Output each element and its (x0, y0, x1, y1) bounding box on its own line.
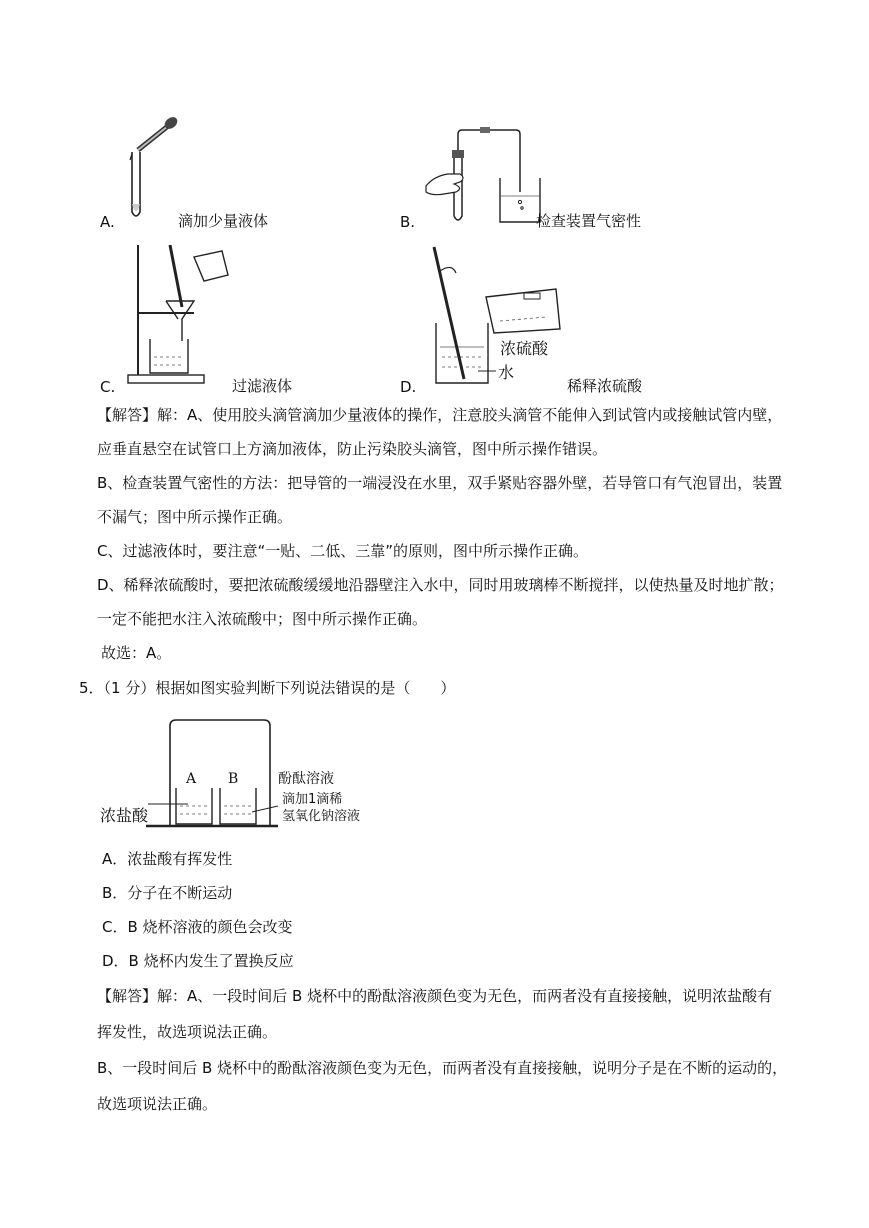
answer-q4-line: B、检查装置气密性的方法：把导管的一端浸没在水里，双手紧贴容器外壁，若导管口有气泡冒出，装置 (97, 474, 783, 492)
answer-q4-line: 【解答】解：A、使用胶头滴管滴加少量液体的操作，注意胶头滴管不能伸入到试管内或接触试管内壁， (97, 406, 783, 424)
option-d-caption: 稀释浓硫酸 (567, 377, 643, 395)
option-b-letter: B. (400, 213, 416, 231)
label-concentrated-sulfuric-acid: 浓硫酸 (500, 339, 549, 358)
question-5-option-b: B．分子在不断运动 (102, 884, 233, 902)
option-a-caption: 滴加少量液体 (178, 212, 269, 230)
question-5-option-a: A．浓盐酸有挥发性 (102, 850, 233, 868)
answer-q4-block (97, 398, 797, 670)
airtightness-figure (424, 126, 540, 226)
label-concentrated-hcl: 浓盐酸 (100, 806, 149, 825)
label-phenolphthalein: 酚酞溶液 (278, 771, 334, 787)
option-c-caption: 过滤液体 (232, 377, 293, 395)
answer-q4-line: 一定不能把水注入浓硫酸中；图中所示操作正确。 (97, 610, 428, 628)
question-5-stem: 5．（1 分）根据如图实验判断下列说法错误的是（ ） (79, 679, 456, 697)
question-5-option-c: C．B 烧杯溶液的颜色会改变 (102, 918, 293, 936)
option-c-letter: C. (100, 378, 116, 396)
answer-q4-line: 不漏气；图中所示操作正确。 (97, 508, 293, 526)
answer-q5-line: 故选项说法正确。 (97, 1095, 218, 1113)
answer-q5-line: B、一段时间后 B 烧杯中的酚酞溶液颜色变为无色，而两者没有直接接触，说明分子是在不断的运动的， (97, 1059, 788, 1077)
answer-q4-line: C、过滤液体时，要注意“一贴、二低、三靠”的原则，图中所示操作正确。 (97, 542, 589, 560)
option-d-letter: D. (400, 378, 417, 396)
label-drop-one: 滴加1滴稀 (282, 792, 343, 807)
answer-q5-line: 挥发性，故选项说法正确。 (97, 1023, 278, 1041)
answer-q4-line: 应垂直悬空在试管口上方滴加液体，防止污染胶头滴管，图中所示操作错误。 (97, 440, 608, 458)
beaker-b-label: B (228, 771, 239, 787)
question-5-option-d: D．B 烧杯内发生了置换反应 (102, 952, 294, 970)
label-water: 水 (498, 363, 515, 382)
option-a-letter: A. (100, 213, 115, 231)
question-5-options (102, 842, 702, 978)
bell-jar-beakers-figure (146, 718, 278, 830)
dilution-figure (426, 245, 566, 387)
answer-q5-line: 【解答】解：A、一段时间后 B 烧杯中的酚酞溶液颜色变为无色，而两者没有直接接触，说明浓盐酸有 (97, 987, 773, 1005)
option-b-caption: 检查装置气密性 (536, 212, 642, 230)
dropper-testtube-figure (118, 112, 188, 224)
answer-q4-line: D、稀释浓硫酸时，要把浓硫酸缓缓地沿器壁注入水中，同时用玻璃棒不断搅拌，以使热量及时地扩散； (97, 576, 784, 594)
label-naoh-solution: 氢氧化钠溶液 (282, 809, 361, 824)
answer-q5-block (97, 978, 797, 1122)
beaker-a-label: A (186, 771, 197, 787)
filtration-figure (124, 245, 234, 387)
answer-q4-line: 故选：A。 (101, 644, 172, 662)
